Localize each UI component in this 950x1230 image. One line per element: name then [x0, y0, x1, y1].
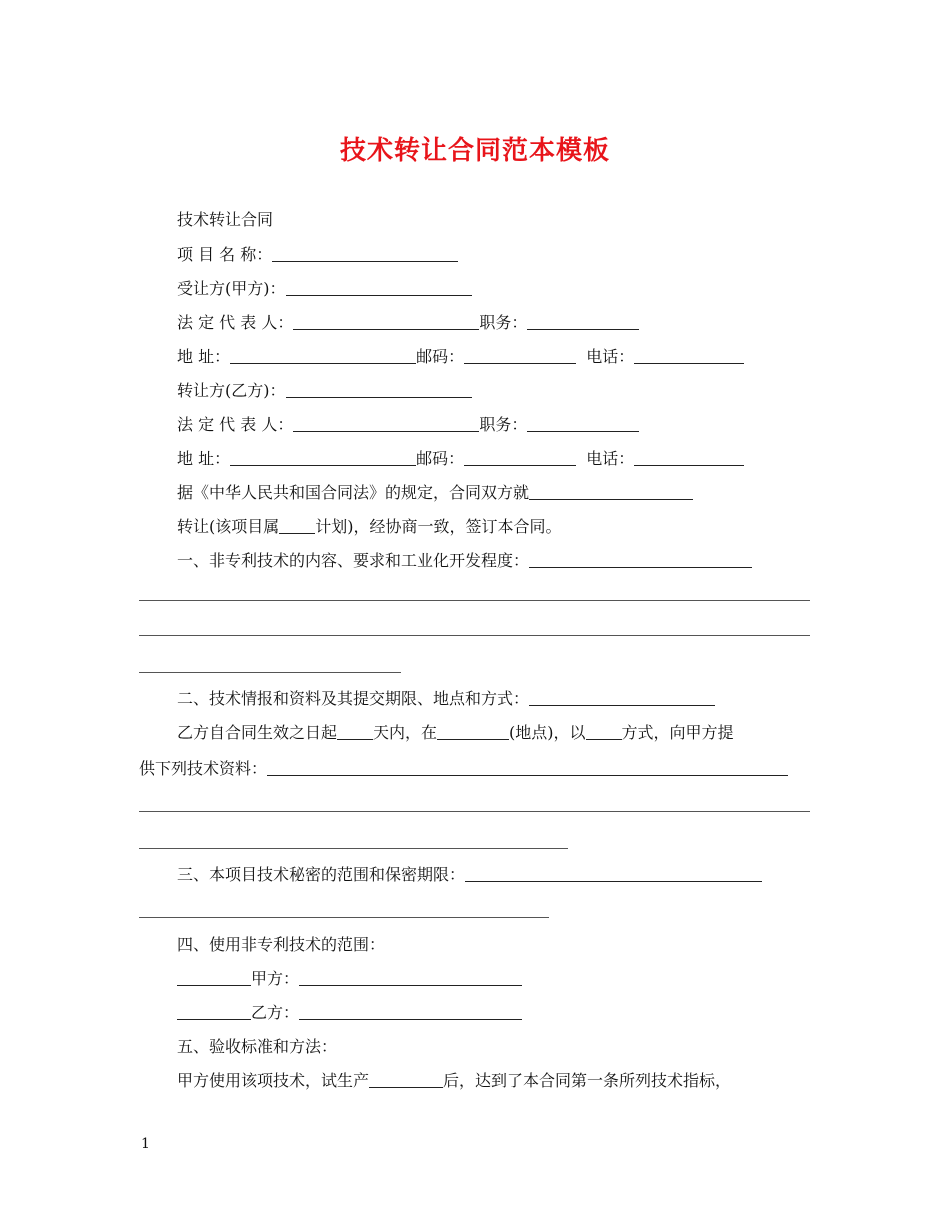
position-b-blank[interactable] [527, 415, 639, 432]
party-b-prefix-blank[interactable] [177, 1003, 251, 1020]
basis-text-1: 据《中华人民共和国合同法》的规定，合同双方就 [177, 483, 530, 502]
project-name-line [177, 243, 458, 267]
section-5-heading: 五、验收标准和方法： [177, 1037, 338, 1056]
address-a-blank[interactable] [230, 347, 416, 364]
phone-a-label: 电话： [586, 347, 635, 366]
method-blank[interactable] [586, 723, 622, 740]
section-2-rule-2[interactable] [139, 848, 568, 849]
party-a-scope-blank[interactable] [299, 969, 522, 986]
legal-rep-b-blank[interactable] [293, 415, 479, 432]
address-a-line [177, 345, 744, 369]
section-2-text-c: (地点)，以 [509, 723, 586, 742]
section-2-heading: 二、技术情报和资料及其提交期限、地点和方式： [177, 689, 530, 708]
trial-production-blank[interactable] [369, 1071, 443, 1088]
address-b-label: 地 址： [177, 449, 231, 468]
project-name-label: 项 目 名 称： [177, 245, 273, 264]
section-4-heading: 四、使用非专利技术的范围： [177, 935, 386, 954]
section-3-blank[interactable] [465, 865, 762, 882]
transferor-blank[interactable] [286, 381, 472, 398]
party-b-scope-blank[interactable] [299, 1003, 522, 1020]
contract-heading: 技术转让合同 [177, 210, 274, 229]
project-name-blank[interactable] [272, 245, 458, 262]
basis-blank[interactable] [529, 483, 693, 500]
position-a-label: 职务： [479, 313, 528, 332]
transferee-label: 受让方(甲方)： [177, 279, 286, 298]
section-3-heading: 三、本项目技术秘密的范围和保密期限： [177, 865, 466, 884]
section-2-rule-1[interactable] [139, 811, 810, 812]
section-2-para-line-2 [139, 757, 788, 781]
party-a-prefix-blank[interactable] [177, 969, 251, 986]
legal-rep-b-label: 法 定 代 表 人： [177, 415, 294, 434]
document-title: 技术转让合同范本模板 [339, 136, 610, 166]
section-5-text-b: 后，达到了本合同第一条所列技术指标， [443, 1071, 732, 1090]
section-3-rule-1[interactable] [139, 917, 549, 918]
section-2-text-e: 供下列技术资料： [139, 759, 268, 778]
postcode-b-label: 邮码： [416, 449, 465, 468]
section-1-rule-2[interactable] [139, 635, 810, 636]
position-b-label: 职务： [479, 415, 528, 434]
postcode-a-blank[interactable] [464, 347, 576, 364]
basis-text-2b: 计划)，经协商一致，签订本合同。 [315, 517, 562, 536]
section-2-para-line-1 [177, 721, 734, 745]
postcode-a-label: 邮码： [416, 347, 465, 366]
tech-docs-blank[interactable] [267, 759, 788, 776]
location-blank[interactable] [437, 723, 509, 740]
basis-line-1 [177, 481, 693, 505]
basis-text-2a: 转让(该项目属 [177, 517, 280, 536]
section-5-para-line [177, 1069, 731, 1093]
section-1-line [177, 549, 752, 573]
party-a-label: 甲方： [251, 969, 300, 988]
postcode-b-blank[interactable] [464, 449, 576, 466]
section-3-line [177, 863, 762, 887]
legal-rep-a-label: 法 定 代 表 人： [177, 313, 294, 332]
legal-rep-a-line [177, 311, 639, 335]
page-number: 1 [141, 1136, 150, 1152]
section-4-party-a-line [177, 967, 522, 991]
basis-line-2 [177, 515, 562, 539]
transferor-line [177, 379, 472, 403]
section-2-text-b: 天内，在 [373, 723, 438, 742]
phone-b-label: 电话： [586, 449, 635, 468]
transferor-label: 转让方(乙方)： [177, 381, 286, 400]
section-1-heading: 一、非专利技术的内容、要求和工业化开发程度： [177, 551, 530, 570]
party-b-label: 乙方： [251, 1003, 300, 1022]
section-2-blank[interactable] [529, 689, 715, 706]
legal-rep-a-blank[interactable] [293, 313, 479, 330]
section-1-blank[interactable] [529, 551, 752, 568]
transferee-line [177, 277, 472, 301]
phone-a-blank[interactable] [634, 347, 744, 364]
plan-blank[interactable] [279, 517, 315, 534]
section-4-party-b-line [177, 1001, 522, 1025]
section-2-text-a: 乙方自合同生效之日起 [177, 723, 338, 742]
section-2-text-d: 方式，向甲方提 [621, 723, 734, 742]
section-2-line [177, 687, 715, 711]
address-b-blank[interactable] [230, 449, 416, 466]
address-b-line [177, 447, 744, 471]
section-1-rule-1[interactable] [139, 600, 810, 601]
legal-rep-b-line [177, 413, 639, 437]
position-a-blank[interactable] [527, 313, 639, 330]
address-a-label: 地 址： [177, 347, 231, 366]
section-5-text-a: 甲方使用该项技术，试生产 [177, 1071, 370, 1090]
phone-b-blank[interactable] [634, 449, 744, 466]
transferee-blank[interactable] [286, 279, 472, 296]
days-blank[interactable] [337, 723, 373, 740]
section-1-rule-3[interactable] [139, 672, 401, 673]
